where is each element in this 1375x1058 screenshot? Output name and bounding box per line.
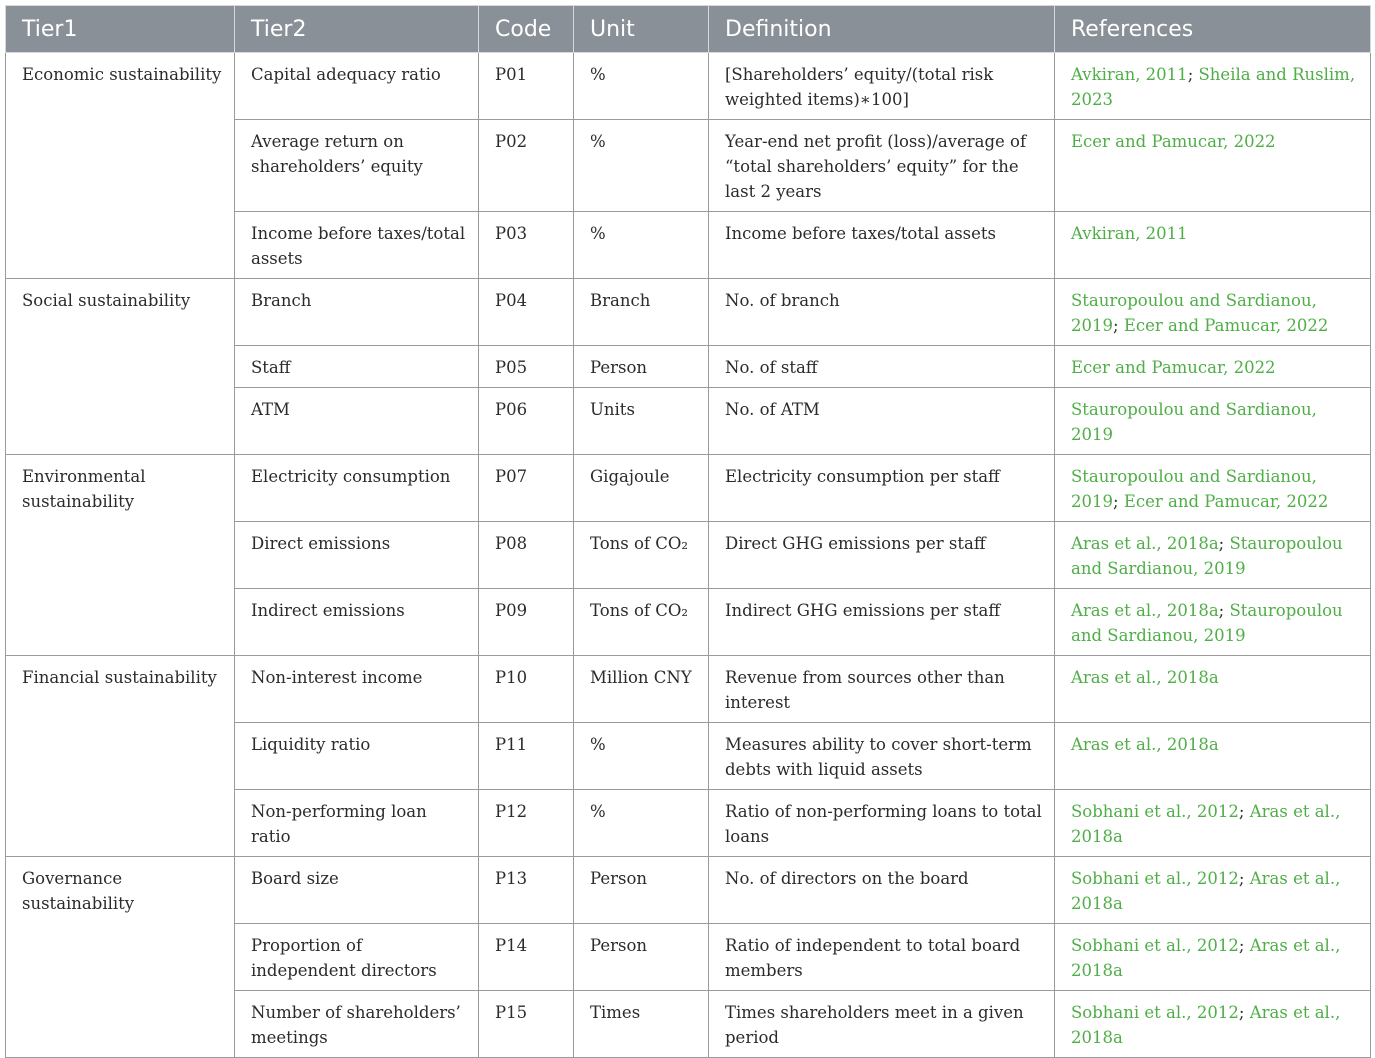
code-cell: P02 xyxy=(479,120,574,212)
definition-cell: No. of branch xyxy=(709,279,1055,346)
reference-link[interactable]: Aras et al., 2018a xyxy=(1071,802,1341,846)
tier2-cell: Liquidity ratio xyxy=(235,723,479,790)
definition-cell: Income before taxes/total assets xyxy=(709,212,1055,279)
unit-cell: Person xyxy=(574,857,709,924)
table-body xyxy=(6,53,1371,1058)
header-definition: Definition xyxy=(709,6,1055,53)
definition-cell: Year-end net profit (loss)/average of “total shareholders’ equity” for the last 2 years xyxy=(709,120,1055,212)
tier2-cell: Capital adequacy ratio xyxy=(235,53,479,120)
tier2-cell: Board size xyxy=(235,857,479,924)
reference-link[interactable]: Avkiran, 2011 xyxy=(1071,224,1188,243)
unit-cell: Million CNY xyxy=(574,656,709,723)
references-cell xyxy=(1055,455,1371,522)
code-cell: P12 xyxy=(479,790,574,857)
table-header xyxy=(6,6,1371,53)
unit-cell: Times xyxy=(574,991,709,1058)
tier1-cell: Environmental sustainability xyxy=(6,455,235,656)
code-cell: P13 xyxy=(479,857,574,924)
code-cell: P06 xyxy=(479,388,574,455)
reference-link[interactable]: Aras et al., 2018a xyxy=(1071,936,1341,980)
unit-cell: % xyxy=(574,53,709,120)
reference-link[interactable]: Stauropoulou and Sardianou, 2019 xyxy=(1071,291,1317,335)
tier1-cell: Social sustainability xyxy=(6,279,235,455)
reference-link[interactable]: Aras et al., 2018a xyxy=(1071,601,1219,620)
references-cell xyxy=(1055,120,1371,212)
tier1-cell: Governance sustainability xyxy=(6,857,235,1058)
definition-cell: Ratio of independent to total board members xyxy=(709,924,1055,991)
code-cell: P04 xyxy=(479,279,574,346)
tier2-cell: Income before taxes/total assets xyxy=(235,212,479,279)
header-tier1: Tier1 xyxy=(6,6,235,53)
definition-cell: Ratio of non-performing loans to total loans xyxy=(709,790,1055,857)
reference-link[interactable]: Ecer and Pamucar, 2022 xyxy=(1071,358,1276,377)
reference-link[interactable]: Stauropoulou and Sardianou, 2019 xyxy=(1071,467,1317,511)
code-cell: P01 xyxy=(479,53,574,120)
reference-separator: ; xyxy=(1113,492,1124,511)
references-cell xyxy=(1055,212,1371,279)
tier2-cell: ATM xyxy=(235,388,479,455)
reference-link[interactable]: Sobhani et al., 2012 xyxy=(1071,869,1239,888)
code-cell: P07 xyxy=(479,455,574,522)
tier2-cell: Indirect emissions xyxy=(235,589,479,656)
references-cell xyxy=(1055,522,1371,589)
tier2-cell: Non-performing loan ratio xyxy=(235,790,479,857)
unit-cell: Units xyxy=(574,388,709,455)
references-cell xyxy=(1055,790,1371,857)
unit-cell: Gigajoule xyxy=(574,455,709,522)
tier2-cell: Average return on shareholders’ equity xyxy=(235,120,479,212)
indicator-table xyxy=(5,5,1371,1058)
definition-cell: Measures ability to cover short-term debts with liquid assets xyxy=(709,723,1055,790)
definition-cell: No. of ATM xyxy=(709,388,1055,455)
reference-separator: ; xyxy=(1238,1003,1250,1022)
code-cell: P14 xyxy=(479,924,574,991)
unit-cell: Person xyxy=(574,924,709,991)
tier2-cell: Staff xyxy=(235,346,479,388)
reference-link[interactable]: Aras et al., 2018a xyxy=(1071,534,1219,553)
reference-link[interactable]: Stauropoulou and Sardianou, 2019 xyxy=(1071,601,1343,645)
references-cell xyxy=(1055,991,1371,1058)
reference-link[interactable]: Aras et al., 2018a xyxy=(1071,1003,1341,1047)
code-cell: P15 xyxy=(479,991,574,1058)
reference-link[interactable]: Sheila and Ruslim, 2023 xyxy=(1071,65,1356,109)
unit-cell: Person xyxy=(574,346,709,388)
table-row xyxy=(6,455,1371,522)
reference-link[interactable]: Aras et al., 2018a xyxy=(1071,668,1219,687)
references-cell xyxy=(1055,279,1371,346)
reference-link[interactable]: Sobhani et al., 2012 xyxy=(1071,1003,1239,1022)
header-references: References xyxy=(1055,6,1371,53)
code-cell: P03 xyxy=(479,212,574,279)
unit-cell: Tons of CO₂ xyxy=(574,522,709,589)
unit-cell: % xyxy=(574,120,709,212)
reference-link[interactable]: Ecer and Pamucar, 2022 xyxy=(1123,492,1329,511)
code-cell: P10 xyxy=(479,656,574,723)
header-tier2: Tier2 xyxy=(235,6,479,53)
code-cell: P08 xyxy=(479,522,574,589)
header-unit: Unit xyxy=(574,6,709,53)
definition-cell: No. of staff xyxy=(709,346,1055,388)
reference-link[interactable]: Sobhani et al., 2012 xyxy=(1071,936,1239,955)
reference-link[interactable]: Aras et al., 2018a xyxy=(1071,869,1341,913)
definition-cell: Electricity consumption per staff xyxy=(709,455,1055,522)
reference-separator: ; xyxy=(1218,601,1230,620)
references-cell xyxy=(1055,656,1371,723)
table-row xyxy=(6,279,1371,346)
header-row xyxy=(6,6,1371,53)
code-cell: P09 xyxy=(479,589,574,656)
reference-separator: ; xyxy=(1113,316,1124,335)
references-cell xyxy=(1055,723,1371,790)
unit-cell: % xyxy=(574,723,709,790)
definition-cell: Revenue from sources other than interest xyxy=(709,656,1055,723)
tier2-cell: Direct emissions xyxy=(235,522,479,589)
table-row xyxy=(6,857,1371,924)
definition-cell: No. of directors on the board xyxy=(709,857,1055,924)
reference-separator: ; xyxy=(1218,534,1230,553)
references-cell xyxy=(1055,924,1371,991)
unit-cell: Branch xyxy=(574,279,709,346)
tier2-cell: Number of shareholders’ meetings xyxy=(235,991,479,1058)
table-row xyxy=(6,53,1371,120)
tier2-cell: Proportion of independent directors xyxy=(235,924,479,991)
definition-cell: Times shareholders meet in a given period xyxy=(709,991,1055,1058)
references-cell xyxy=(1055,857,1371,924)
reference-link[interactable]: Ecer and Pamucar, 2022 xyxy=(1123,316,1329,335)
table-row xyxy=(6,656,1371,723)
header-code: Code xyxy=(479,6,574,53)
references-cell xyxy=(1055,589,1371,656)
code-cell: P05 xyxy=(479,346,574,388)
definition-cell: [Shareholders’ equity/(total risk weighted items)∗100] xyxy=(709,53,1055,120)
unit-cell: % xyxy=(574,212,709,279)
references-cell xyxy=(1055,346,1371,388)
reference-link[interactable]: Ecer and Pamucar, 2022 xyxy=(1071,132,1276,151)
tier2-cell: Electricity consumption xyxy=(235,455,479,522)
reference-link[interactable]: Avkiran, 2011 xyxy=(1071,65,1188,84)
definition-cell: Direct GHG emissions per staff xyxy=(709,522,1055,589)
tier1-cell: Economic sustainability xyxy=(6,53,235,279)
references-cell xyxy=(1055,53,1371,120)
reference-separator: ; xyxy=(1238,936,1250,955)
reference-separator: ; xyxy=(1187,65,1199,84)
reference-link[interactable]: Sobhani et al., 2012 xyxy=(1071,802,1239,821)
reference-separator: ; xyxy=(1238,869,1250,888)
references-cell xyxy=(1055,388,1371,455)
tier2-cell: Non-interest income xyxy=(235,656,479,723)
definition-cell: Indirect GHG emissions per staff xyxy=(709,589,1055,656)
unit-cell: % xyxy=(574,790,709,857)
reference-link[interactable]: Aras et al., 2018a xyxy=(1071,735,1219,754)
reference-separator: ; xyxy=(1238,802,1250,821)
code-cell: P11 xyxy=(479,723,574,790)
tier1-cell: Financial sustainability xyxy=(6,656,235,857)
reference-link[interactable]: Stauropoulou and Sardianou, 2019 xyxy=(1071,400,1317,444)
reference-link[interactable]: Stauropoulou and Sardianou, 2019 xyxy=(1071,534,1343,578)
unit-cell: Tons of CO₂ xyxy=(574,589,709,656)
tier2-cell: Branch xyxy=(235,279,479,346)
